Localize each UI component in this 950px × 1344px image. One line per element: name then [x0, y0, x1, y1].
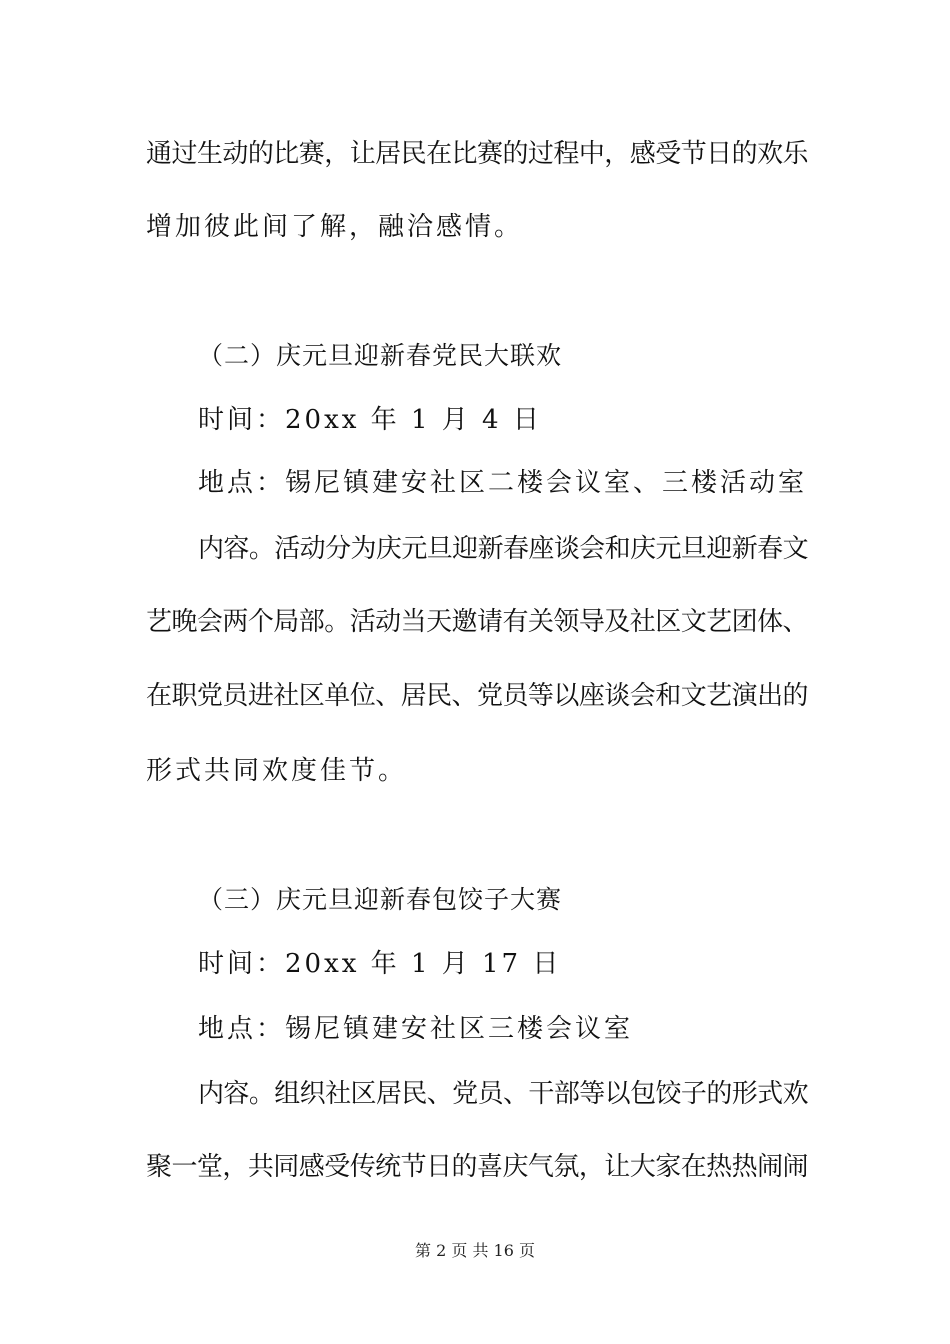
- section-3-content-line: 聚一堂，共同感受传统节日的喜庆气氛，让大家在热热闹闹: [146, 1152, 809, 1182]
- page-footer: 第 2 页 共 16 页: [415, 1241, 535, 1260]
- section-2-content-line: 在职党员进社区单位、居民、党员等以座谈会和文艺演出的: [146, 681, 809, 711]
- section-2-content-line: 艺晚会两个局部。活动当天邀请有关领导及社区文艺团体、: [146, 607, 809, 637]
- section-3-place: 地点：锡尼镇建安社区三楼会议室: [198, 1014, 634, 1044]
- section-heading-3: （三）庆元旦迎新春包饺子大赛: [198, 885, 563, 914]
- paragraph-line: 通过生动的比赛，让居民在比赛的过程中，感受节日的欢乐: [146, 139, 809, 169]
- section-3-content-line: 内容。组织社区居民、党员、干部等以包饺子的形式欢: [198, 1079, 809, 1109]
- section-2-content-line: 形式共同欢度佳节。: [146, 756, 408, 786]
- paragraph-line: 增加彼此间了解，融洽感情。: [146, 212, 524, 242]
- section-2-time: 时间：20xx 年 1 月 4 日: [198, 405, 542, 435]
- section-3-time: 时间：20xx 年 1 月 17 日: [198, 949, 562, 979]
- section-heading-2: （二）庆元旦迎新春党民大联欢: [198, 341, 563, 370]
- section-2-place: 地点：锡尼镇建安社区二楼会议室、三楼活动室: [198, 468, 808, 498]
- section-2-content-line: 内容。活动分为庆元旦迎新春座谈会和庆元旦迎新春文: [198, 534, 809, 564]
